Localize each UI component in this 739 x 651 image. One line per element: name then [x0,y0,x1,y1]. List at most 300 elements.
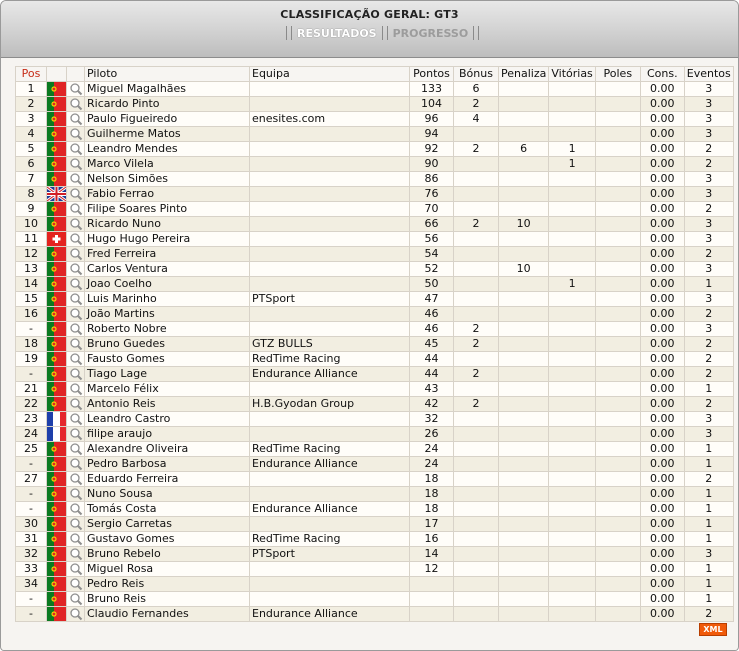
pos-cell: 15 [16,292,47,307]
table-row [16,262,734,277]
cons-cell: 0.00 [640,127,684,142]
piloto-cell[interactable]: Miguel Magalhães [85,82,250,97]
equipa-cell[interactable] [250,157,410,172]
equipa-cell[interactable] [250,217,410,232]
pontos-cell [410,577,454,592]
eventos-cell: 3 [684,412,733,427]
magnifier-icon[interactable] [67,427,84,441]
pos-cell: 19 [16,352,47,367]
results-panel [2,58,737,650]
magnifier-icon[interactable] [67,277,84,291]
piloto-cell[interactable]: Paulo Figueiredo [85,112,250,127]
cons-cell: 0.00 [640,112,684,127]
bonus-cell [454,427,499,442]
magnifier-icon[interactable] [67,217,84,231]
details-cell[interactable] [67,262,85,277]
equipa-cell[interactable] [250,562,410,577]
details-cell[interactable] [67,307,85,322]
bonus-cell [454,487,499,502]
magnifier-icon[interactable] [67,442,84,456]
details-cell[interactable] [67,487,85,502]
table-row [16,487,734,502]
cons-cell: 0.00 [640,262,684,277]
table-row [16,412,734,427]
poles-cell [595,397,640,412]
portugal-flag-icon [47,592,66,606]
portugal-flag-icon [47,172,66,186]
details-cell[interactable] [67,517,85,532]
bonus-cell [454,502,499,517]
magnifier-icon[interactable] [67,322,84,336]
equipa-cell[interactable] [250,247,410,262]
details-cell[interactable] [67,172,85,187]
equipa-cell[interactable]: Endurance Alliance [250,607,410,622]
table-row [16,502,734,517]
equipa-cell[interactable] [250,232,410,247]
pos-cell: 21 [16,382,47,397]
details-cell[interactable] [67,472,85,487]
vitorias-cell [549,427,595,442]
poles-cell [595,82,640,97]
flag-cell [47,517,67,532]
equipa-cell[interactable] [250,97,410,112]
details-cell[interactable] [67,412,85,427]
piloto-cell[interactable]: Antonio Reis [85,397,250,412]
equipa-cell[interactable] [250,277,410,292]
penaliza-cell [499,472,549,487]
details-cell[interactable] [67,292,85,307]
details-cell[interactable] [67,457,85,472]
cons-cell: 0.00 [640,397,684,412]
magnifier-icon[interactable] [67,382,84,396]
penaliza-cell [499,307,549,322]
equipa-cell[interactable]: Endurance Alliance [250,367,410,382]
magnifier-icon[interactable] [67,232,84,246]
col-header-piloto[interactable]: Piloto [85,67,250,82]
penaliza-cell [499,112,549,127]
eventos-cell: 3 [684,187,733,202]
header-bar [1,1,738,58]
xml-export-button[interactable]: XML [699,623,727,636]
portugal-flag-icon [47,487,66,501]
piloto-cell[interactable]: filipe araujo [85,427,250,442]
bonus-cell [454,577,499,592]
vitorias-cell: 1 [549,157,595,172]
details-cell[interactable] [67,592,85,607]
piloto-cell[interactable]: Luis Marinho [85,292,250,307]
table-row [16,352,734,367]
magnifier-icon[interactable] [67,127,84,141]
piloto-cell[interactable]: Marcelo Félix [85,382,250,397]
eventos-cell: 3 [684,292,733,307]
flag-cell [47,262,67,277]
poles-cell [595,127,640,142]
poles-cell [595,97,640,112]
details-cell[interactable] [67,532,85,547]
details-cell[interactable] [67,427,85,442]
col-header-bonus[interactable]: Bónus [454,67,499,82]
pos-cell: 32 [16,547,47,562]
table-row [16,292,734,307]
magnifier-icon[interactable] [67,112,84,126]
pos-cell: 27 [16,472,47,487]
piloto-cell[interactable]: Tomás Costa [85,502,250,517]
magnifier-icon[interactable] [67,352,84,366]
piloto-cell[interactable]: Pedro Barbosa [85,457,250,472]
poles-cell [595,472,640,487]
portugal-flag-icon [47,352,66,366]
vitorias-cell [549,307,595,322]
equipa-cell[interactable] [250,322,410,337]
equipa-cell[interactable]: PTSport [250,547,410,562]
tab-separator [382,26,388,40]
magnifier-icon[interactable] [67,157,84,171]
pontos-cell: 133 [410,82,454,97]
vitorias-cell [549,397,595,412]
piloto-cell[interactable]: Nuno Sousa [85,487,250,502]
magnifier-icon[interactable] [67,577,84,591]
vitorias-cell [549,457,595,472]
pos-cell: - [16,457,47,472]
col-header-details [67,67,85,82]
vitorias-cell [549,577,595,592]
details-cell[interactable] [67,112,85,127]
poles-cell [595,187,640,202]
vitorias-cell [549,547,595,562]
magnifier-icon[interactable] [67,262,84,276]
vitorias-cell [549,322,595,337]
table-row [16,442,734,457]
magnifier-icon[interactable] [67,547,84,561]
vitorias-cell [549,97,595,112]
piloto-cell[interactable]: Guilherme Matos [85,127,250,142]
magnifier-icon[interactable] [67,367,84,381]
magnifier-icon[interactable] [67,247,84,261]
equipa-cell[interactable] [250,142,410,157]
piloto-cell[interactable]: Roberto Nobre [85,322,250,337]
magnifier-icon[interactable] [67,292,84,306]
penaliza-cell [499,337,549,352]
vitorias-cell [549,502,595,517]
pos-cell: 30 [16,517,47,532]
vitorias-cell [549,442,595,457]
flag-cell [47,547,67,562]
bonus-cell [454,232,499,247]
magnifier-icon[interactable] [67,472,84,486]
piloto-cell[interactable]: Fausto Gomes [85,352,250,367]
table-row [16,97,734,112]
eventos-cell: 2 [684,352,733,367]
equipa-cell[interactable] [250,577,410,592]
poles-cell [595,247,640,262]
pos-cell: 33 [16,562,47,577]
piloto-cell[interactable]: Hugo Hugo Pereira [85,232,250,247]
pos-cell: - [16,322,47,337]
details-cell[interactable] [67,217,85,232]
equipa-cell[interactable] [250,592,410,607]
table-row [16,247,734,262]
flag-cell [47,112,67,127]
eventos-cell: 1 [684,562,733,577]
flag-cell [47,607,67,622]
penaliza-cell [499,607,549,622]
portugal-flag-icon [47,112,66,126]
bonus-cell [454,127,499,142]
equipa-cell[interactable]: PTSport [250,292,410,307]
poles-cell [595,607,640,622]
details-cell[interactable] [67,187,85,202]
piloto-cell[interactable]: João Martins [85,307,250,322]
vitorias-cell [549,202,595,217]
table-row [16,337,734,352]
piloto-cell[interactable]: Sergio Carretas [85,517,250,532]
col-header-pos[interactable]: Pos [16,67,47,82]
equipa-cell[interactable] [250,487,410,502]
piloto-cell[interactable]: Miguel Rosa [85,562,250,577]
details-cell[interactable] [67,202,85,217]
portugal-flag-icon [47,382,66,396]
piloto-cell[interactable]: Claudio Fernandes [85,607,250,622]
piloto-cell[interactable]: Alexandre Oliveira [85,442,250,457]
magnifier-icon[interactable] [67,82,84,96]
flag-cell [47,472,67,487]
pontos-cell: 70 [410,202,454,217]
bonus-cell: 2 [454,97,499,112]
pontos-cell: 92 [410,142,454,157]
poles-cell [595,292,640,307]
pos-cell: 3 [16,112,47,127]
details-cell[interactable] [67,337,85,352]
piloto-cell[interactable]: Ricardo Pinto [85,97,250,112]
details-cell[interactable] [67,562,85,577]
flag-cell [47,247,67,262]
details-cell[interactable] [67,367,85,382]
poles-cell [595,367,640,382]
cons-cell: 0.00 [640,337,684,352]
piloto-cell[interactable]: Ricardo Nuno [85,217,250,232]
eventos-cell: 1 [684,487,733,502]
poles-cell [595,562,640,577]
vitorias-cell [549,112,595,127]
piloto-cell[interactable]: Bruno Guedes [85,337,250,352]
details-cell[interactable] [67,547,85,562]
details-cell[interactable] [67,502,85,517]
equipa-cell[interactable]: Endurance Alliance [250,502,410,517]
magnifier-icon[interactable] [67,172,84,186]
piloto-cell[interactable]: Joao Coelho [85,277,250,292]
table-row [16,202,734,217]
pontos-cell: 14 [410,547,454,562]
vitorias-cell [549,517,595,532]
details-cell[interactable] [67,352,85,367]
details-cell[interactable] [67,322,85,337]
table-row [16,217,734,232]
poles-cell [595,157,640,172]
details-cell[interactable] [67,142,85,157]
penaliza-cell [499,202,549,217]
cons-cell: 0.00 [640,487,684,502]
penaliza-cell [499,157,549,172]
table-row [16,607,734,622]
vitorias-cell [549,472,595,487]
pontos-cell: 12 [410,562,454,577]
poles-cell [595,547,640,562]
equipa-cell[interactable]: H.B.Gyodan Group [250,397,410,412]
magnifier-icon[interactable] [67,562,84,576]
details-cell[interactable] [67,82,85,97]
pontos-cell: 45 [410,337,454,352]
details-cell[interactable] [67,607,85,622]
piloto-cell[interactable]: Eduardo Ferreira [85,472,250,487]
piloto-cell[interactable]: Leandro Castro [85,412,250,427]
vitorias-cell [549,292,595,307]
flag-cell [47,97,67,112]
magnifier-icon[interactable] [67,307,84,321]
magnifier-icon[interactable] [67,202,84,216]
piloto-cell[interactable]: Marco Vilela [85,157,250,172]
poles-cell [595,307,640,322]
pontos-cell: 96 [410,112,454,127]
penaliza-cell [499,352,549,367]
details-cell[interactable] [67,277,85,292]
equipa-cell[interactable]: RedTime Racing [250,352,410,367]
eventos-cell: 2 [684,142,733,157]
piloto-cell[interactable]: Gustavo Gomes [85,532,250,547]
details-cell[interactable] [67,577,85,592]
vitorias-cell [549,82,595,97]
cons-cell: 0.00 [640,217,684,232]
pos-cell: 8 [16,187,47,202]
table-row [16,82,734,97]
cons-cell: 0.00 [640,142,684,157]
magnifier-icon[interactable] [67,142,84,156]
magnifier-icon[interactable] [67,457,84,471]
equipa-cell[interactable] [250,382,410,397]
details-cell[interactable] [67,382,85,397]
magnifier-icon[interactable] [67,592,84,606]
cons-cell: 0.00 [640,307,684,322]
tab-bar [283,25,482,41]
flag-cell [47,142,67,157]
piloto-cell[interactable]: Fred Ferreira [85,247,250,262]
col-header-penaliza[interactable]: Penaliza [499,67,549,82]
cons-cell: 0.00 [640,517,684,532]
magnifier-icon[interactable] [67,97,84,111]
pontos-cell: 46 [410,307,454,322]
eventos-cell: 2 [684,247,733,262]
equipa-cell[interactable] [250,517,410,532]
equipa-cell[interactable] [250,202,410,217]
piloto-cell[interactable]: Filipe Soares Pinto [85,202,250,217]
pos-cell: 2 [16,97,47,112]
tab-progresso[interactable]: PROGRESSO [392,26,469,40]
penaliza-cell [499,247,549,262]
details-cell[interactable] [67,157,85,172]
magnifier-icon[interactable] [67,517,84,531]
col-header-pontos[interactable]: Pontos [410,67,454,82]
equipa-cell[interactable]: RedTime Racing [250,442,410,457]
piloto-cell[interactable]: Tiago Lage [85,367,250,382]
magnifier-icon[interactable] [67,187,84,201]
details-cell[interactable] [67,442,85,457]
equipa-cell[interactable] [250,82,410,97]
equipa-cell[interactable] [250,412,410,427]
equipa-cell[interactable] [250,472,410,487]
equipa-cell[interactable] [250,307,410,322]
equipa-cell[interactable] [250,127,410,142]
table-row [16,592,734,607]
col-header-equipa[interactable]: Equipa [250,67,410,82]
pontos-cell: 32 [410,412,454,427]
magnifier-icon[interactable] [67,397,84,411]
magnifier-icon[interactable] [67,487,84,501]
penaliza-cell [499,187,549,202]
piloto-cell[interactable]: Pedro Reis [85,577,250,592]
equipa-cell[interactable]: Endurance Alliance [250,457,410,472]
col-header-cons[interactable]: Cons. [640,67,684,82]
piloto-cell[interactable]: Leandro Mendes [85,142,250,157]
magnifier-icon[interactable] [67,412,84,426]
details-cell[interactable] [67,397,85,412]
penaliza-cell [499,397,549,412]
pontos-cell: 50 [410,277,454,292]
piloto-cell[interactable]: Fabio Ferrao [85,187,250,202]
piloto-cell[interactable]: Bruno Rebelo [85,547,250,562]
equipa-cell[interactable] [250,187,410,202]
bonus-cell [454,307,499,322]
details-cell[interactable] [67,127,85,142]
penaliza-cell [499,97,549,112]
magnifier-icon[interactable] [67,532,84,546]
pos-cell: 24 [16,427,47,442]
eventos-cell: 3 [684,322,733,337]
col-header-vitorias[interactable]: Vitórias [549,67,595,82]
magnifier-icon[interactable] [67,607,84,621]
equipa-cell[interactable] [250,172,410,187]
pontos-cell: 16 [410,532,454,547]
piloto-cell[interactable]: Carlos Ventura [85,262,250,277]
flag-cell [47,217,67,232]
cons-cell: 0.00 [640,532,684,547]
magnifier-icon[interactable] [67,502,84,516]
vitorias-cell [549,172,595,187]
equipa-cell[interactable] [250,427,410,442]
poles-cell [595,577,640,592]
equipa-cell[interactable] [250,262,410,277]
cons-cell: 0.00 [640,172,684,187]
penaliza-cell [499,412,549,427]
col-header-poles[interactable]: Poles [595,67,640,82]
equipa-cell[interactable]: enesites.com [250,112,410,127]
col-header-eventos[interactable]: Eventos [684,67,733,82]
piloto-cell[interactable]: Nelson Simões [85,172,250,187]
equipa-cell[interactable]: GTZ BULLS [250,337,410,352]
details-cell[interactable] [67,232,85,247]
details-cell[interactable] [67,97,85,112]
equipa-cell[interactable]: RedTime Racing [250,532,410,547]
tab-resultados[interactable]: RESULTADOS [297,26,377,40]
cons-cell: 0.00 [640,352,684,367]
piloto-cell[interactable]: Bruno Reis [85,592,250,607]
cons-cell: 0.00 [640,292,684,307]
pontos-cell: 46 [410,322,454,337]
magnifier-icon[interactable] [67,337,84,351]
eventos-cell: 2 [684,337,733,352]
pontos-cell: 90 [410,157,454,172]
bonus-cell: 2 [454,322,499,337]
eventos-cell: 2 [684,397,733,412]
details-cell[interactable] [67,247,85,262]
